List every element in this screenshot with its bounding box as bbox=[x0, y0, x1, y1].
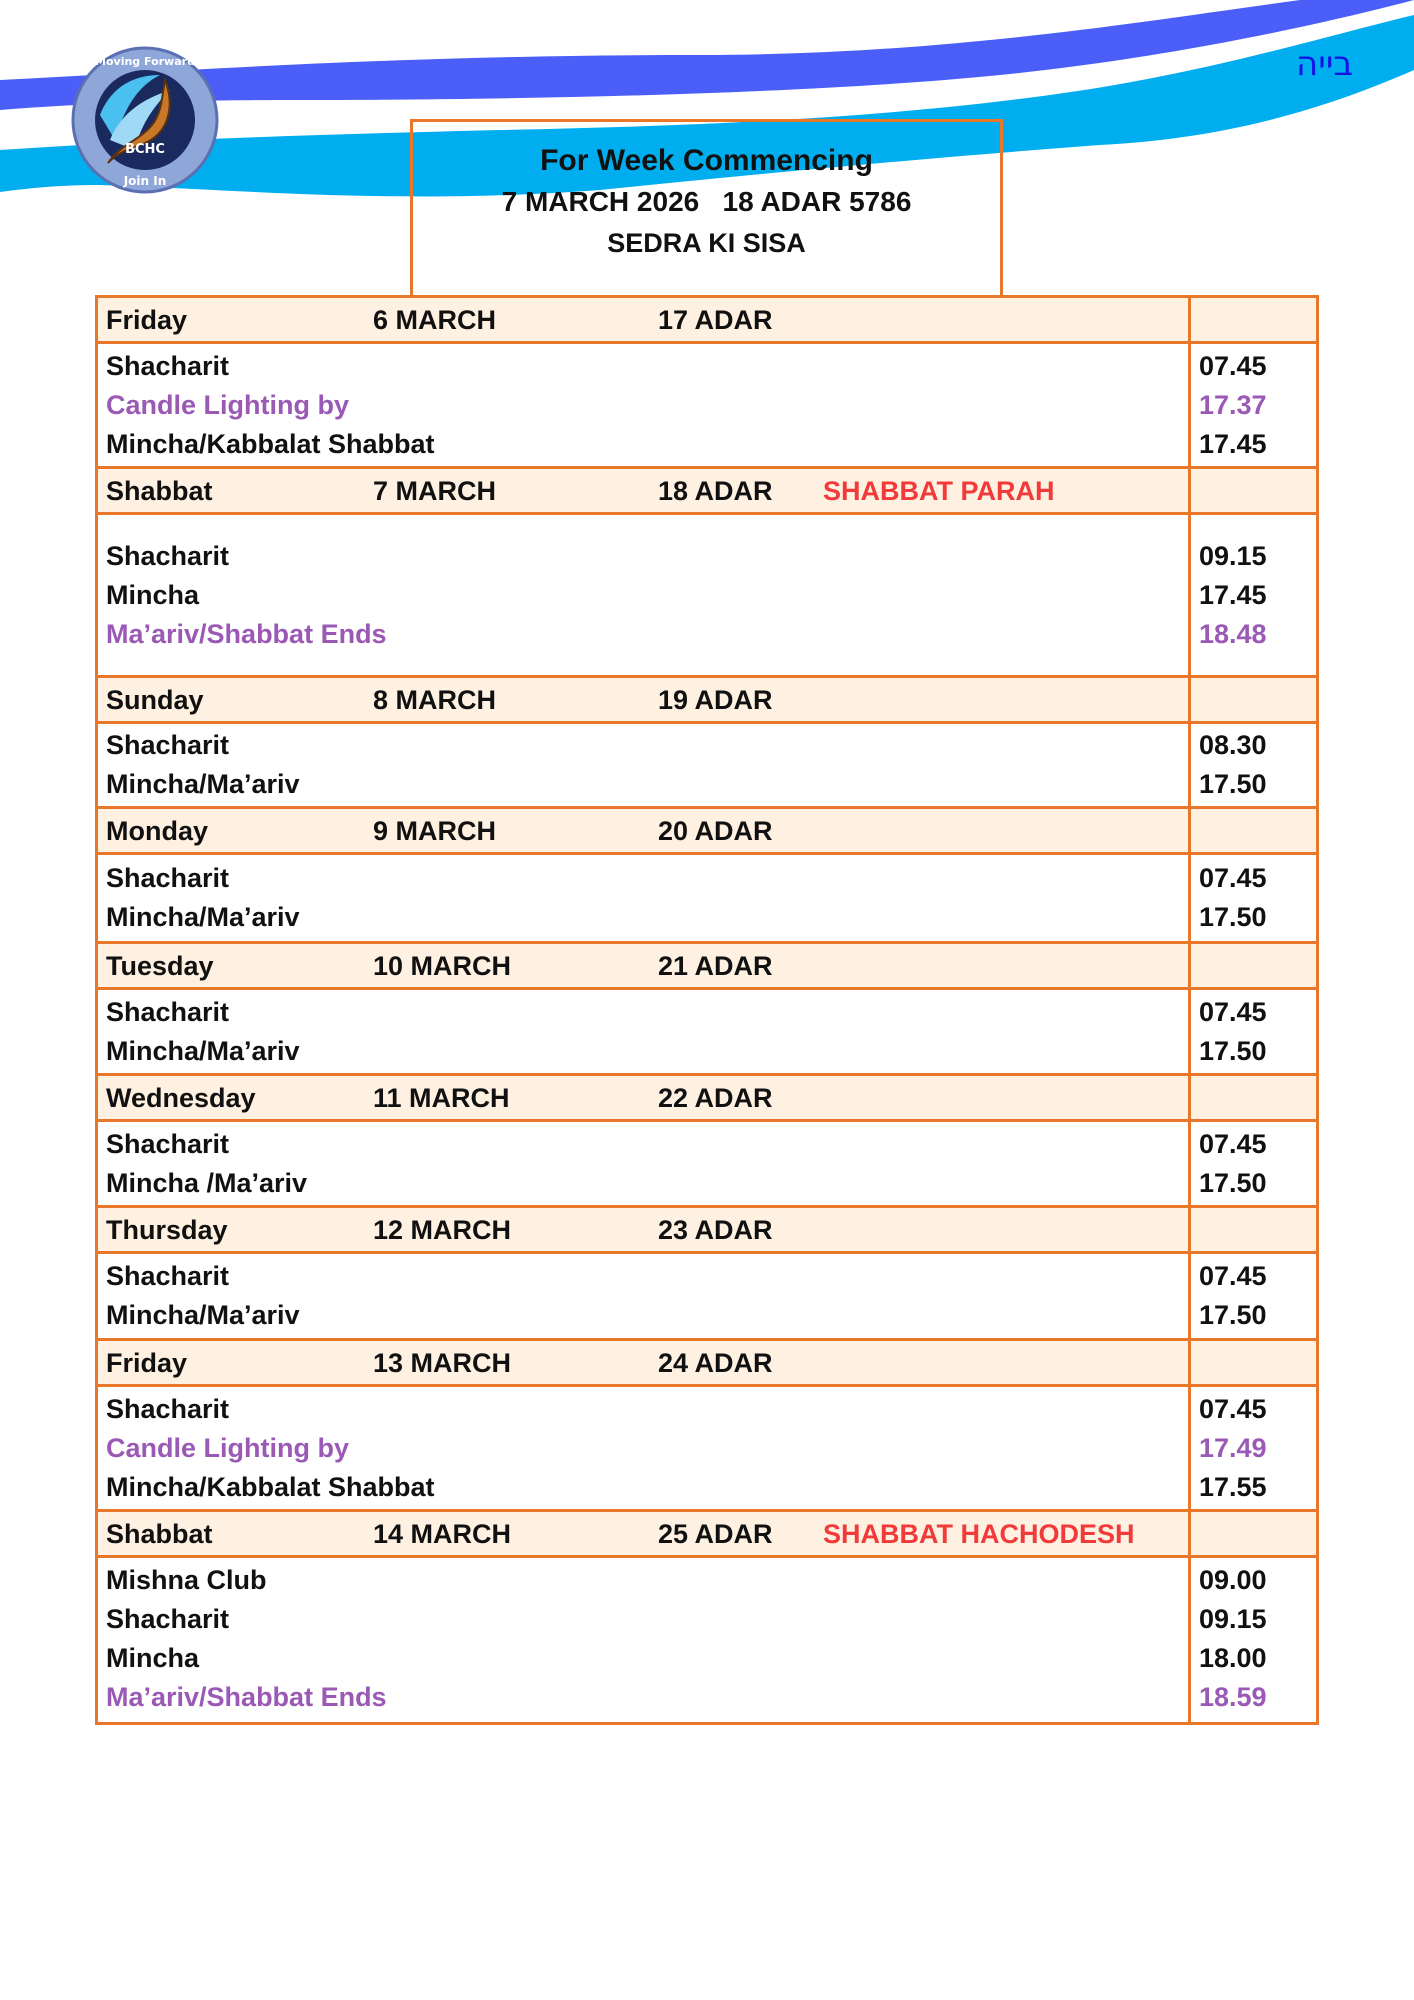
service-time: 07.45 bbox=[1199, 350, 1267, 381]
day-header-time-cell bbox=[1191, 298, 1316, 341]
day-header-time-cell bbox=[1191, 809, 1316, 852]
day-header-time-cell bbox=[1191, 1341, 1316, 1384]
day-header-cell bbox=[98, 678, 1191, 721]
service-name: Mincha/Ma’ariv bbox=[106, 769, 300, 799]
hebrew-date: 23 ADAR bbox=[658, 1215, 773, 1245]
service-name: Shacharit bbox=[106, 863, 230, 893]
service-time: 17.50 bbox=[1199, 1167, 1267, 1198]
hebrew-date: 18 ADAR bbox=[658, 476, 773, 506]
gregorian-date: 6 MARCH bbox=[373, 305, 497, 335]
service-name: Shacharit bbox=[106, 1603, 230, 1634]
service-name: Mincha bbox=[106, 579, 200, 610]
service-name: Ma’ariv/Shabbat Ends bbox=[106, 1681, 387, 1712]
logo-center-text: BCHC bbox=[125, 142, 165, 157]
service-name: Shacharit bbox=[106, 1128, 230, 1159]
logo-bottom-text: Join In bbox=[123, 174, 167, 188]
day-header-row bbox=[98, 1076, 1316, 1122]
day-services-row bbox=[98, 990, 1316, 1076]
day-header-time-cell bbox=[1191, 1208, 1316, 1251]
day-name: Wednesday bbox=[106, 1083, 256, 1113]
day-services-row bbox=[98, 724, 1316, 809]
week-title: For Week Commencing bbox=[540, 144, 873, 177]
day-services-row bbox=[98, 515, 1316, 678]
hebrew-date: 19 ADAR bbox=[658, 685, 773, 715]
day-header-row bbox=[98, 1208, 1316, 1254]
day-name: Sunday bbox=[106, 685, 204, 715]
service-name: Candle Lighting by bbox=[106, 389, 349, 420]
service-names-cell bbox=[98, 990, 1191, 1073]
day-header-cell bbox=[98, 1512, 1191, 1555]
day-name: Friday bbox=[106, 1348, 188, 1378]
day-services-row bbox=[98, 344, 1316, 469]
service-name: Mincha/Ma’ariv bbox=[106, 902, 300, 932]
service-times-cell bbox=[1191, 1387, 1316, 1509]
day-header-row bbox=[98, 1341, 1316, 1387]
day-services-row bbox=[98, 855, 1316, 944]
day-header-cell bbox=[98, 469, 1191, 512]
hebrew-blessing-mark: בייה bbox=[1296, 44, 1354, 84]
day-header-cell bbox=[98, 809, 1191, 852]
service-time: 08.30 bbox=[1199, 730, 1267, 760]
service-names-cell bbox=[98, 1122, 1191, 1205]
day-services-row bbox=[98, 1122, 1316, 1208]
gregorian-date: 12 MARCH bbox=[373, 1215, 512, 1245]
gregorian-date: 14 MARCH bbox=[373, 1519, 512, 1549]
service-times-cell bbox=[1191, 1558, 1316, 1722]
service-names-cell bbox=[98, 515, 1191, 675]
day-header-time-cell bbox=[1191, 944, 1316, 987]
week-dates: 7 MARCH 2026 18 ADAR 5786 bbox=[501, 186, 912, 217]
day-header-cell bbox=[98, 944, 1191, 987]
day-services-row bbox=[98, 1558, 1316, 1722]
hebrew-date: 25 ADAR bbox=[658, 1519, 773, 1549]
day-header-time-cell bbox=[1191, 1076, 1316, 1119]
service-time: 17.45 bbox=[1199, 579, 1267, 610]
service-times-table bbox=[95, 295, 1319, 1725]
service-name: Shacharit bbox=[106, 1393, 230, 1424]
service-names-cell bbox=[98, 855, 1191, 941]
gregorian-date: 10 MARCH bbox=[373, 951, 512, 981]
service-time: 17.45 bbox=[1199, 428, 1267, 459]
service-name: Mincha/Kabbalat Shabbat bbox=[106, 1471, 435, 1502]
day-name: Shabbat bbox=[106, 476, 213, 506]
service-name: Shacharit bbox=[106, 996, 230, 1027]
day-header-row bbox=[98, 469, 1316, 515]
day-name: Thursday bbox=[106, 1215, 228, 1245]
service-time: 17.50 bbox=[1199, 1300, 1267, 1330]
service-name: Ma’ariv/Shabbat Ends bbox=[106, 618, 387, 649]
service-time: 17.50 bbox=[1199, 1035, 1267, 1066]
service-times-cell bbox=[1191, 990, 1316, 1073]
service-name: Mincha/Ma’ariv bbox=[106, 1035, 300, 1066]
hebrew-date: 21 ADAR bbox=[658, 951, 773, 981]
service-name: Shacharit bbox=[106, 1261, 230, 1291]
service-times-cell bbox=[1191, 1254, 1316, 1338]
gregorian-date: 9 MARCH bbox=[373, 816, 497, 846]
service-name: Mincha /Ma’ariv bbox=[106, 1167, 308, 1198]
service-name: Mincha/Kabbalat Shabbat bbox=[106, 428, 435, 459]
gregorian-date: 8 MARCH bbox=[373, 685, 497, 715]
hebrew-date: 20 ADAR bbox=[658, 816, 773, 846]
day-header-row bbox=[98, 944, 1316, 990]
service-name: Mishna Club bbox=[106, 1564, 267, 1595]
service-name: Shacharit bbox=[106, 350, 230, 381]
service-time: 09.15 bbox=[1199, 1603, 1267, 1634]
service-times-cell bbox=[1191, 1122, 1316, 1205]
service-names-cell bbox=[98, 1558, 1191, 1722]
service-name: Mincha bbox=[106, 1642, 200, 1673]
special-shabbat: SHABBAT HACHODESH bbox=[823, 1519, 1135, 1549]
service-time: 09.00 bbox=[1199, 1564, 1267, 1595]
day-header-cell bbox=[98, 1076, 1191, 1119]
day-services-row bbox=[98, 1254, 1316, 1341]
service-times-cell bbox=[1191, 344, 1316, 466]
day-name: Tuesday bbox=[106, 951, 214, 981]
service-name: Shacharit bbox=[106, 540, 230, 571]
service-time: 17.55 bbox=[1199, 1471, 1267, 1502]
service-time: 18.48 bbox=[1199, 618, 1267, 649]
service-names-cell bbox=[98, 1387, 1191, 1509]
service-time: 07.45 bbox=[1199, 1261, 1267, 1291]
day-name: Shabbat bbox=[106, 1519, 213, 1549]
service-time: 17.49 bbox=[1199, 1432, 1267, 1463]
gregorian-date: 7 MARCH bbox=[373, 476, 497, 506]
service-time: 17.37 bbox=[1199, 389, 1267, 420]
service-time: 17.50 bbox=[1199, 769, 1267, 799]
service-names-cell bbox=[98, 724, 1191, 806]
service-names-cell bbox=[98, 1254, 1191, 1338]
service-time: 07.45 bbox=[1199, 996, 1267, 1027]
bchc-logo bbox=[70, 45, 220, 195]
service-time: 17.50 bbox=[1199, 902, 1267, 932]
service-time: 09.15 bbox=[1199, 540, 1267, 571]
day-header-row bbox=[98, 298, 1316, 344]
day-services-row bbox=[98, 1387, 1316, 1512]
service-times-cell bbox=[1191, 855, 1316, 941]
hebrew-date: 24 ADAR bbox=[658, 1348, 773, 1378]
day-header-cell bbox=[98, 298, 1191, 341]
service-name: Mincha/Ma’ariv bbox=[106, 1300, 300, 1330]
day-header-cell bbox=[98, 1208, 1191, 1251]
service-time: 18.59 bbox=[1199, 1681, 1267, 1712]
day-header-time-cell bbox=[1191, 678, 1316, 721]
service-time: 07.45 bbox=[1199, 863, 1267, 893]
service-names-cell bbox=[98, 344, 1191, 466]
service-name: Shacharit bbox=[106, 730, 230, 760]
service-times-cell bbox=[1191, 515, 1316, 675]
service-times-cell bbox=[1191, 724, 1316, 806]
day-header-cell bbox=[98, 1341, 1191, 1384]
day-header-row bbox=[98, 809, 1316, 855]
day-header-time-cell bbox=[1191, 1512, 1316, 1555]
service-name: Candle Lighting by bbox=[106, 1432, 349, 1463]
special-shabbat: SHABBAT PARAH bbox=[823, 476, 1055, 506]
day-header-time-cell bbox=[1191, 469, 1316, 512]
service-time: 18.00 bbox=[1199, 1642, 1267, 1673]
gregorian-date: 11 MARCH bbox=[373, 1083, 510, 1113]
day-name: Friday bbox=[106, 305, 188, 335]
day-header-row bbox=[98, 1512, 1316, 1558]
service-time: 07.45 bbox=[1199, 1128, 1267, 1159]
hebrew-date: 17 ADAR bbox=[658, 305, 773, 335]
gregorian-date: 13 MARCH bbox=[373, 1348, 512, 1378]
week-title-box bbox=[410, 119, 1003, 296]
day-name: Monday bbox=[106, 816, 209, 846]
hebrew-date: 22 ADAR bbox=[658, 1083, 773, 1113]
day-header-row bbox=[98, 678, 1316, 724]
sedra-name: SEDRA KI SISA bbox=[607, 228, 806, 258]
service-time: 07.45 bbox=[1199, 1393, 1267, 1424]
logo-top-text: Moving Forward bbox=[95, 55, 195, 68]
